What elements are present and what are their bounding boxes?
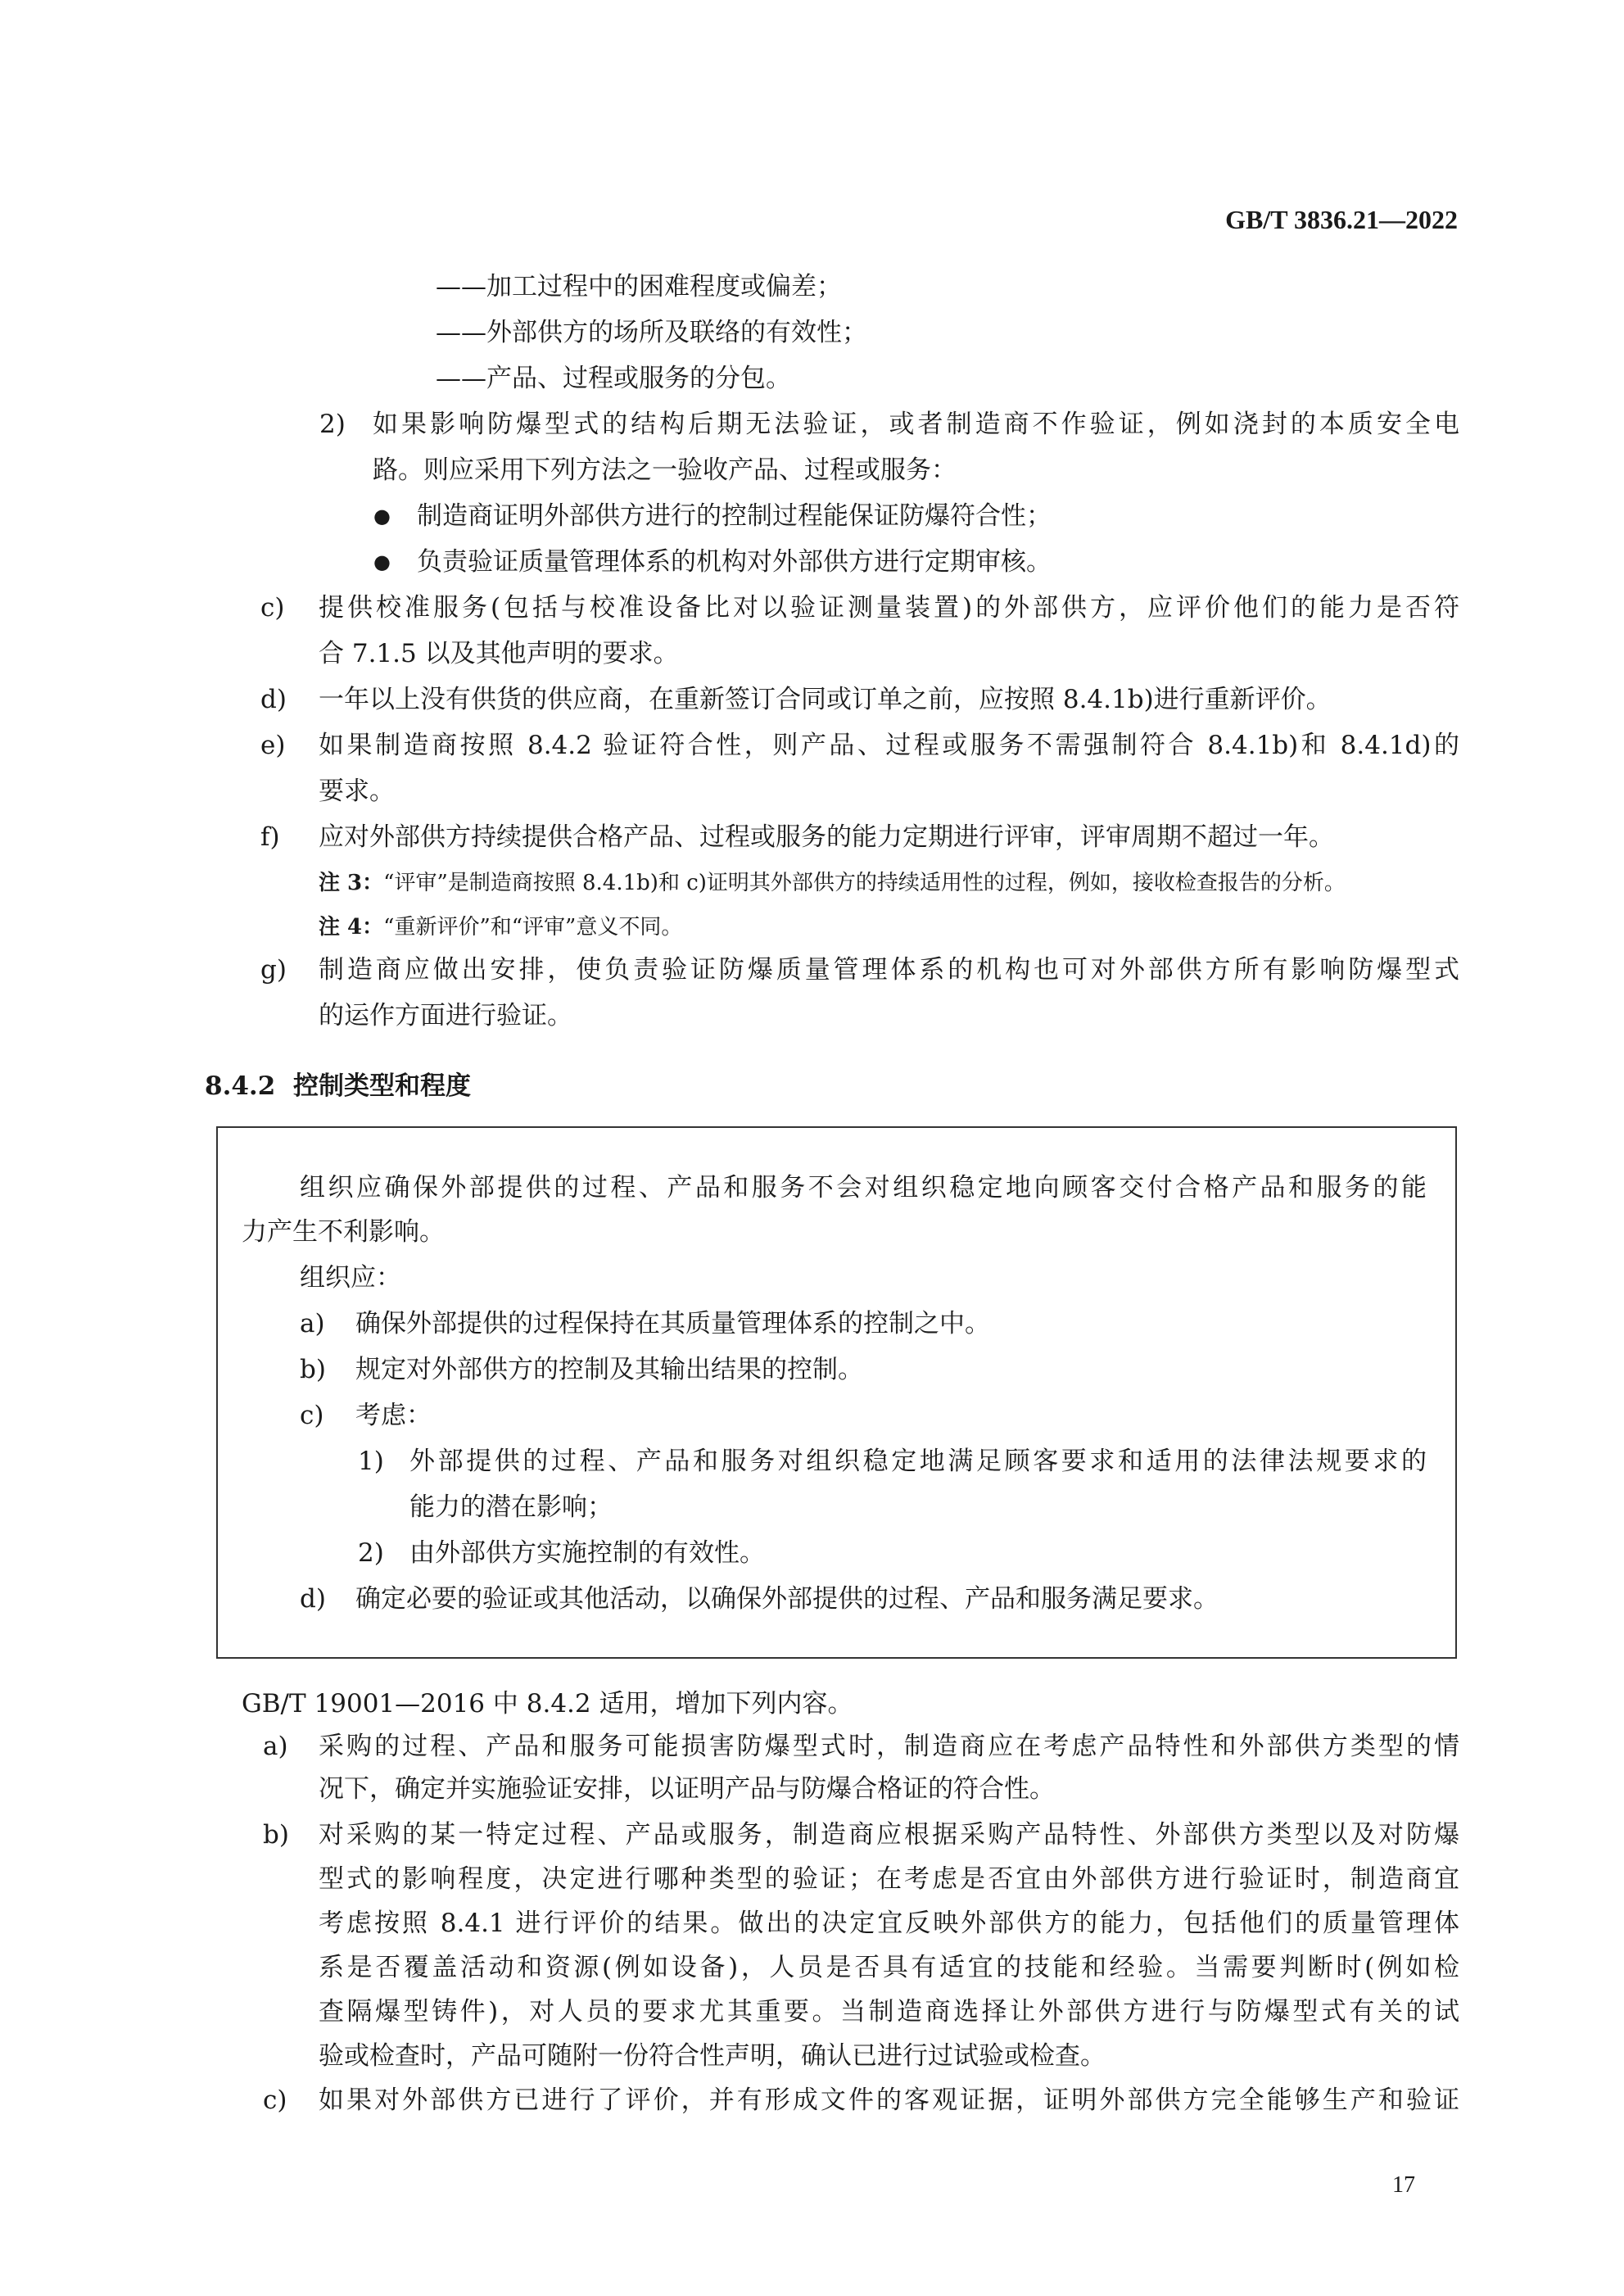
box-text: 组织应确保外部提供的过程、产品和服务不会对组织稳定地向顾客交付合格产品和服务的能 xyxy=(300,1173,1427,1202)
list-item-text: 查隔爆型铸件)，对人员的要求尤其重要。当制造商选择让外部供方进行与防爆型式有关的试 xyxy=(319,1997,1459,2027)
list-item-text: 如果对外部供方已进行了评价，并有形成文件的客观证据，证明外部供方完全能够生产和验证 xyxy=(319,2085,1459,2115)
list-item-text: 一年以上没有供货的供应商，在重新签订合同或订单之前，应按照 8.4.1b)进行重新评价。 xyxy=(319,685,1332,714)
list-item-text: 如果影响防爆型式的结构后期无法验证，或者制造商不作验证，例如浇封的本质安全电 xyxy=(373,410,1459,439)
box-text: 考虑： xyxy=(355,1401,432,1430)
note-label: 注 3： xyxy=(319,871,384,895)
section-title: 控制类型和程度 xyxy=(293,1071,471,1101)
dash-item: ——外部供方的场所及联络的有效性； xyxy=(436,318,867,347)
bullet-item: 制造商证明外部供方进行的控制过程能保证防爆符合性； xyxy=(417,501,1052,531)
note-4 xyxy=(319,911,682,944)
list-marker: c) xyxy=(260,593,285,623)
bullet-icon: ● xyxy=(373,550,391,573)
quoted-standard-box xyxy=(216,1126,1457,1659)
list-marker: a) xyxy=(300,1309,325,1338)
list-marker: e) xyxy=(260,731,286,760)
list-marker: f) xyxy=(260,822,280,852)
list-item-text: 路。则应采用下列方法之一验收产品、过程或服务： xyxy=(373,455,957,485)
list-item-text: 系是否覆盖活动和资源(例如设备)，人员是否具有适宜的技能和经验。当需要判断时(例如检 xyxy=(319,1953,1459,1982)
list-item-text: 对采购的某一特定过程、产品或服务，制造商应根据采购产品特性、外部供方类型以及对防爆 xyxy=(319,1820,1459,1850)
box-text: 规定对外部供方的控制及其输出结果的控制。 xyxy=(355,1355,863,1384)
list-marker: g) xyxy=(260,955,287,985)
list-marker: d) xyxy=(300,1584,326,1614)
list-item-text: 验或检查时，产品可随附一份符合性声明，确认已进行过试验或检查。 xyxy=(319,2041,1106,2071)
document-number: GB/T 3836.21—2022 xyxy=(1225,205,1458,234)
box-text: 确保外部提供的过程保持在其质量管理体系的控制之中。 xyxy=(355,1309,990,1338)
note-text: “评审”是制造商按照 8.4.1b)和 c)证明其外部供方的持续适用性的过程，例如，接收检查报告的分析。 xyxy=(383,871,1346,895)
list-item-text: 型式的影响程度，决定进行哪种类型的验证；在考虑是否宜由外部供方进行验证时，制造商宜 xyxy=(319,1864,1459,1894)
list-marker: 1) xyxy=(358,1447,384,1476)
list-marker: c) xyxy=(263,2085,287,2115)
list-item-text: 的运作方面进行验证。 xyxy=(319,1001,572,1030)
list-marker: c) xyxy=(300,1401,324,1430)
list-item-text: 制造商应做出安排，使负责验证防爆质量管理体系的机构也可对外部供方所有影响防爆型式 xyxy=(319,955,1459,985)
box-text: 能力的潜在影响； xyxy=(409,1492,613,1522)
list-item-text: 应对外部供方持续提供合格产品、过程或服务的能力定期进行评审，评审周期不超过一年。 xyxy=(319,822,1334,852)
note-3 xyxy=(319,867,1346,899)
bullet-item: 负责验证质量管理体系的机构对外部供方进行定期审核。 xyxy=(417,547,1052,577)
box-text: 确定必要的验证或其他活动，以确保外部提供的过程、产品和服务满足要求。 xyxy=(355,1584,1219,1614)
list-item-text: 采购的过程、产品和服务可能损害防爆型式时，制造商应在考虑产品特性和外部供方类型的情 xyxy=(319,1732,1459,1761)
box-text: 力产生不利影响。 xyxy=(242,1217,445,1247)
bullet-icon: ● xyxy=(373,505,391,528)
list-item-text: 提供校准服务(包括与校准设备比对以验证测量装置)的外部供方，应评价他们的能力是否符 xyxy=(319,593,1459,623)
box-text: 组织应： xyxy=(300,1263,401,1293)
box-text: 外部提供的过程、产品和服务对组织稳定地满足顾客要求和适用的法律法规要求的 xyxy=(409,1447,1427,1476)
dash-item: ——加工过程中的困难程度或偏差； xyxy=(436,272,842,301)
dash-item: ——产品、过程或服务的分包。 xyxy=(436,364,791,393)
list-marker: b) xyxy=(300,1355,326,1384)
note-text: “重新评价”和“评审”意义不同。 xyxy=(383,915,683,940)
list-item-text: 考虑按照 8.4.1 进行评价的结果。做出的决定宜反映外部供方的能力，包括他们的质量管理体 xyxy=(319,1909,1459,1938)
list-item-text: 要求。 xyxy=(319,777,395,806)
list-item-text: 合 7.1.5 以及其他声明的要求。 xyxy=(319,639,679,668)
list-item-text: 如果制造商按照 8.4.2 验证符合性，则产品、过程或服务不需强制符合 8.4.1b)和 8.4.1d)的 xyxy=(319,731,1459,760)
list-item-text: 况下，确定并实施验证安排，以证明产品与防爆合格证的符合性。 xyxy=(319,1774,1055,1804)
list-marker: 2) xyxy=(358,1538,384,1568)
list-marker: a) xyxy=(263,1732,288,1761)
list-marker: 2) xyxy=(319,410,346,439)
page-number: 17 xyxy=(1392,2172,1415,2198)
list-marker: d) xyxy=(260,685,287,714)
note-label: 注 4： xyxy=(319,915,384,940)
list-marker: b) xyxy=(263,1820,289,1850)
body-text: GB/T 19001—2016 中 8.4.2 适用，增加下列内容。 xyxy=(242,1689,853,1719)
box-text: 由外部供方实施控制的有效性。 xyxy=(409,1538,765,1568)
section-number: 8.4.2 xyxy=(205,1071,276,1101)
